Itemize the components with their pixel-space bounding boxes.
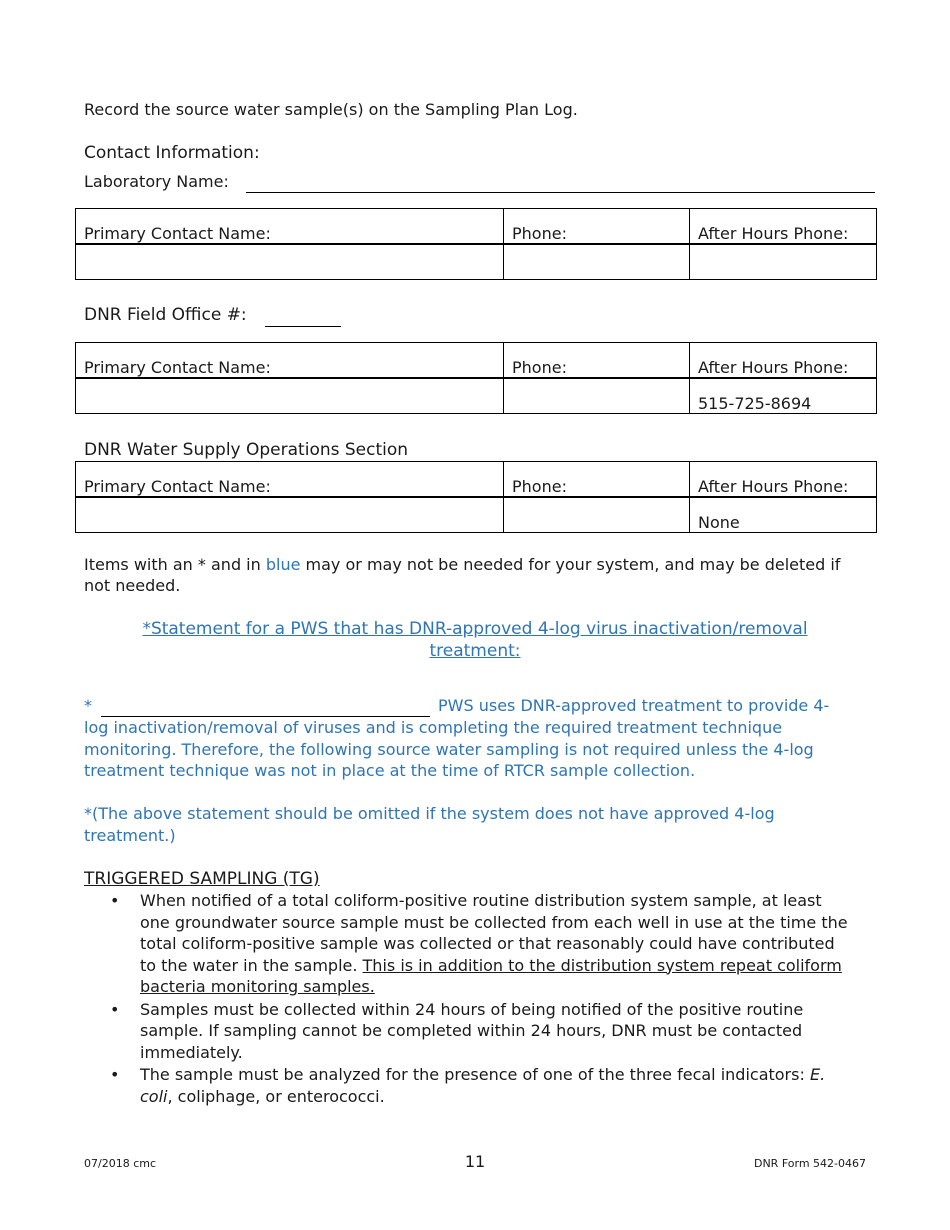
statement-line1: PWS uses DNR-approved treatment to provide 4- — [438, 696, 830, 715]
bullet-icon: • — [110, 891, 120, 910]
optional-items-note — [84, 554, 840, 576]
note-part2: may or may not be needed for your system, and may be deleted if — [300, 555, 841, 574]
list-item: • The sample must be analyzed for the presence of one of the three fecal indicators: E. coli, coliphage, or enterococci. — [110, 1065, 826, 1106]
lab-name-label: Laboratory Name: — [84, 172, 229, 191]
statement-heading-line2: treatment: — [429, 641, 521, 661]
page-number: 11 — [464, 1152, 486, 1171]
wso-primary-contact-cell[interactable] — [76, 497, 504, 533]
list-item: • When notified of a total coliform-positive routine distribution system sample, at least one groundwater source sample must be collected from each well in use at the time the total coliform-positive sample was collected or that reasonably could have contributed to the water in the sample. This is in addition to the distribution system repeat coliform bacteria monitoring samples. — [110, 891, 848, 996]
lab-phone-cell[interactable] — [504, 244, 690, 280]
header-primary-contact: Primary Contact Name: — [76, 209, 504, 245]
header-phone: Phone: — [504, 343, 690, 379]
omit-note-line2: treatment.) — [84, 826, 176, 845]
contact-heading: Contact Information: — [84, 143, 260, 163]
wso-contact-table — [75, 461, 877, 533]
statement-line4: treatment technique was not in place at the time of RTCR sample collection. — [84, 761, 696, 780]
lab-primary-contact-cell[interactable] — [76, 244, 504, 280]
header-after-hours: After Hours Phone: — [690, 209, 877, 245]
header-phone: Phone: — [504, 462, 690, 498]
header-primary-contact: Primary Contact Name: — [76, 462, 504, 498]
field-office-after-hours-cell[interactable]: 515-725-8694 — [690, 378, 877, 414]
field-office-contact-table — [75, 342, 877, 414]
footer-form-number: DNR Form 542-0467 — [753, 1157, 866, 1170]
wso-heading: DNR Water Supply Operations Section — [84, 440, 409, 460]
header-primary-contact: Primary Contact Name: — [76, 343, 504, 379]
footer-revision: 07/2018 cmc — [84, 1157, 157, 1170]
field-office-field[interactable] — [265, 326, 341, 327]
header-phone: Phone: — [504, 209, 690, 245]
note-line2: not needed. — [84, 576, 181, 595]
statement-line3: monitoring. Therefore, the following source water sampling is not required unless the 4-log — [84, 740, 814, 759]
lab-contact-table — [75, 208, 877, 280]
header-after-hours: After Hours Phone: — [690, 343, 877, 379]
header-after-hours: After Hours Phone: — [690, 462, 877, 498]
statement-star: * — [84, 696, 92, 715]
note-part1: Items with an * and in — [84, 555, 266, 574]
lab-name-field[interactable] — [246, 192, 875, 193]
bullet-icon: • — [110, 1065, 120, 1084]
note-blue-word: blue — [265, 555, 301, 574]
field-office-phone-cell[interactable] — [504, 378, 690, 414]
omit-note-line1: *(The above statement should be omitted if the system does not have approved 4-log — [84, 804, 775, 823]
statement-line2: log inactivation/removal of viruses and is completing the required treatment technique — [84, 718, 783, 737]
intro-text: Record the source water sample(s) on the Sampling Plan Log. — [84, 100, 578, 119]
field-office-label: DNR Field Office #: — [84, 305, 247, 325]
statement-heading-line1: *Statement for a PWS that has DNR-approved 4-log virus inactivation/removal — [142, 619, 808, 639]
wso-phone-cell[interactable] — [504, 497, 690, 533]
field-office-primary-contact-cell[interactable] — [76, 378, 504, 414]
list-item: • Samples must be collected within 24 hours of being notified of the positive routine sample. If sampling cannot be completed within 24 hours, DNR must be contacted immediately. — [110, 999, 804, 1062]
lab-after-hours-cell[interactable] — [690, 244, 877, 280]
tg-heading: TRIGGERED SAMPLING (TG) — [84, 869, 320, 889]
wso-after-hours-cell[interactable]: None — [690, 497, 877, 533]
bullet-icon: • — [110, 999, 120, 1019]
tg-bullet-list — [84, 890, 930, 1107]
